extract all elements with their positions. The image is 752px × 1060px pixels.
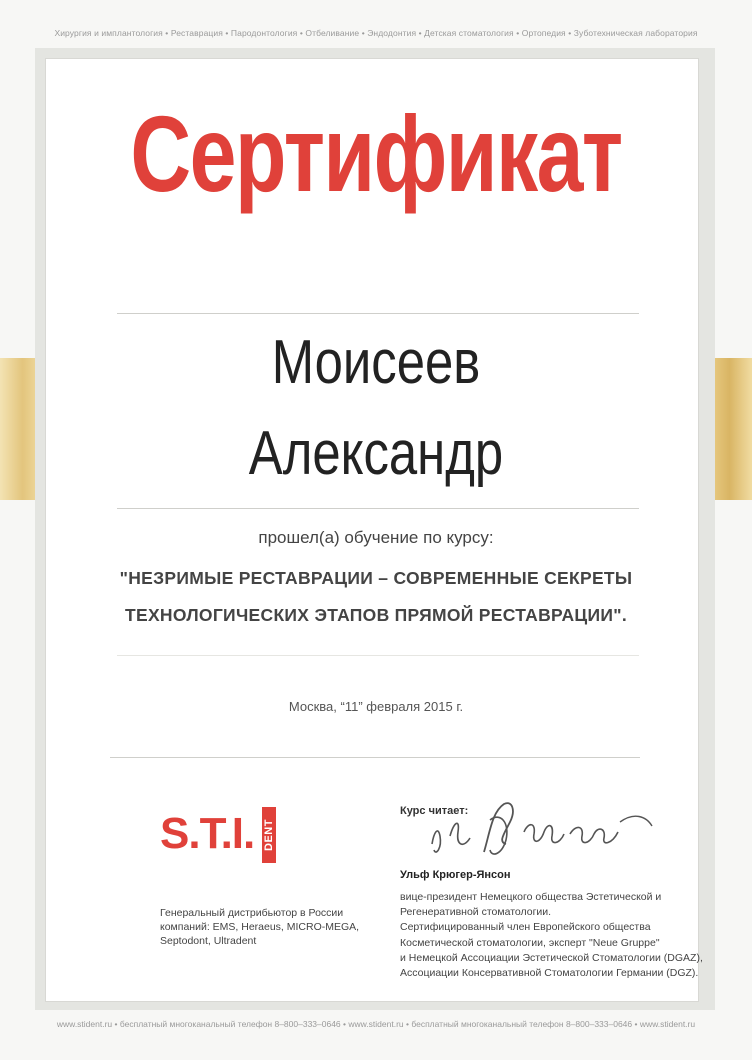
contacts-strip: www.stident.ru • бесплатный многоканальный телефон 8–800–333–0646 • www.stident.ru • бесплатный многоканальный телефон 8–800–333–0646 • www.stident.ru [56,1019,696,1029]
distributor-line: Septodont, Ultradent [160,934,257,947]
specialties-strip: Хирургия и имплантология • Реставрация • Пародонтология • Отбеливание • Эндодонтия • Детская стоматология • Ортопедия • Зуботехническая лаборатория [54,28,698,38]
lecturer-description [400,890,710,981]
lecturer-name: Ульф Крюгер-Янсон [400,869,511,881]
lecturer-desc-line: и Немецкой Ассоциации Эстетической Стоматологии (DGAZ), [400,951,703,964]
distributor-line: Генеральный дистрибьютор в России [160,907,344,919]
divider-name [117,508,639,509]
recipient-given-name: Александр [248,419,504,488]
sti-logo: S.T.I. [160,809,255,858]
certificate-title: Сертификат [130,93,622,214]
lecturer-signature [420,792,660,872]
dent-label: DENT [263,819,275,851]
lecturer-desc-line: вице-президент Немецкого общества Эстетической и [400,891,662,903]
lecturer-desc-line: Косметической стоматологии, эксперт "Neue Gruppe" [400,936,660,949]
lecturer-label: Курс читает: [400,805,469,817]
distributor-info [160,907,390,949]
divider-course [117,655,639,656]
lecturer-desc-line: Сертифицированный член Европейского общества [400,921,651,934]
divider-top [117,313,639,314]
issue-date: Москва, “11” февраля 2015 г. [288,699,464,714]
divider-bottom [110,757,640,758]
lecturer-desc-line: Регенеративной стоматологии. [400,906,552,919]
course-intro: прошел(а) обучение по курсу: [258,528,494,547]
lecturer-desc-line: Ассоциации Консервативной Стоматологии Германии (DGZ). [400,967,699,980]
sti-dent-tab [262,807,276,863]
course-title-line-1: "НЕЗРИМЫЕ РЕСТАВРАЦИИ – СОВРЕМЕННЫЕ СЕКРЕТЫ [119,568,633,588]
recipient-surname: Моисеев [271,328,481,397]
distributor-line: компаний: EMS, Heraeus, MICRO-MEGA, [160,920,360,933]
course-title-line-2: ТЕХНОЛОГИЧЕСКИХ ЭТАПОВ ПРЯМОЙ РЕСТАВРАЦИИ". [125,605,627,625]
